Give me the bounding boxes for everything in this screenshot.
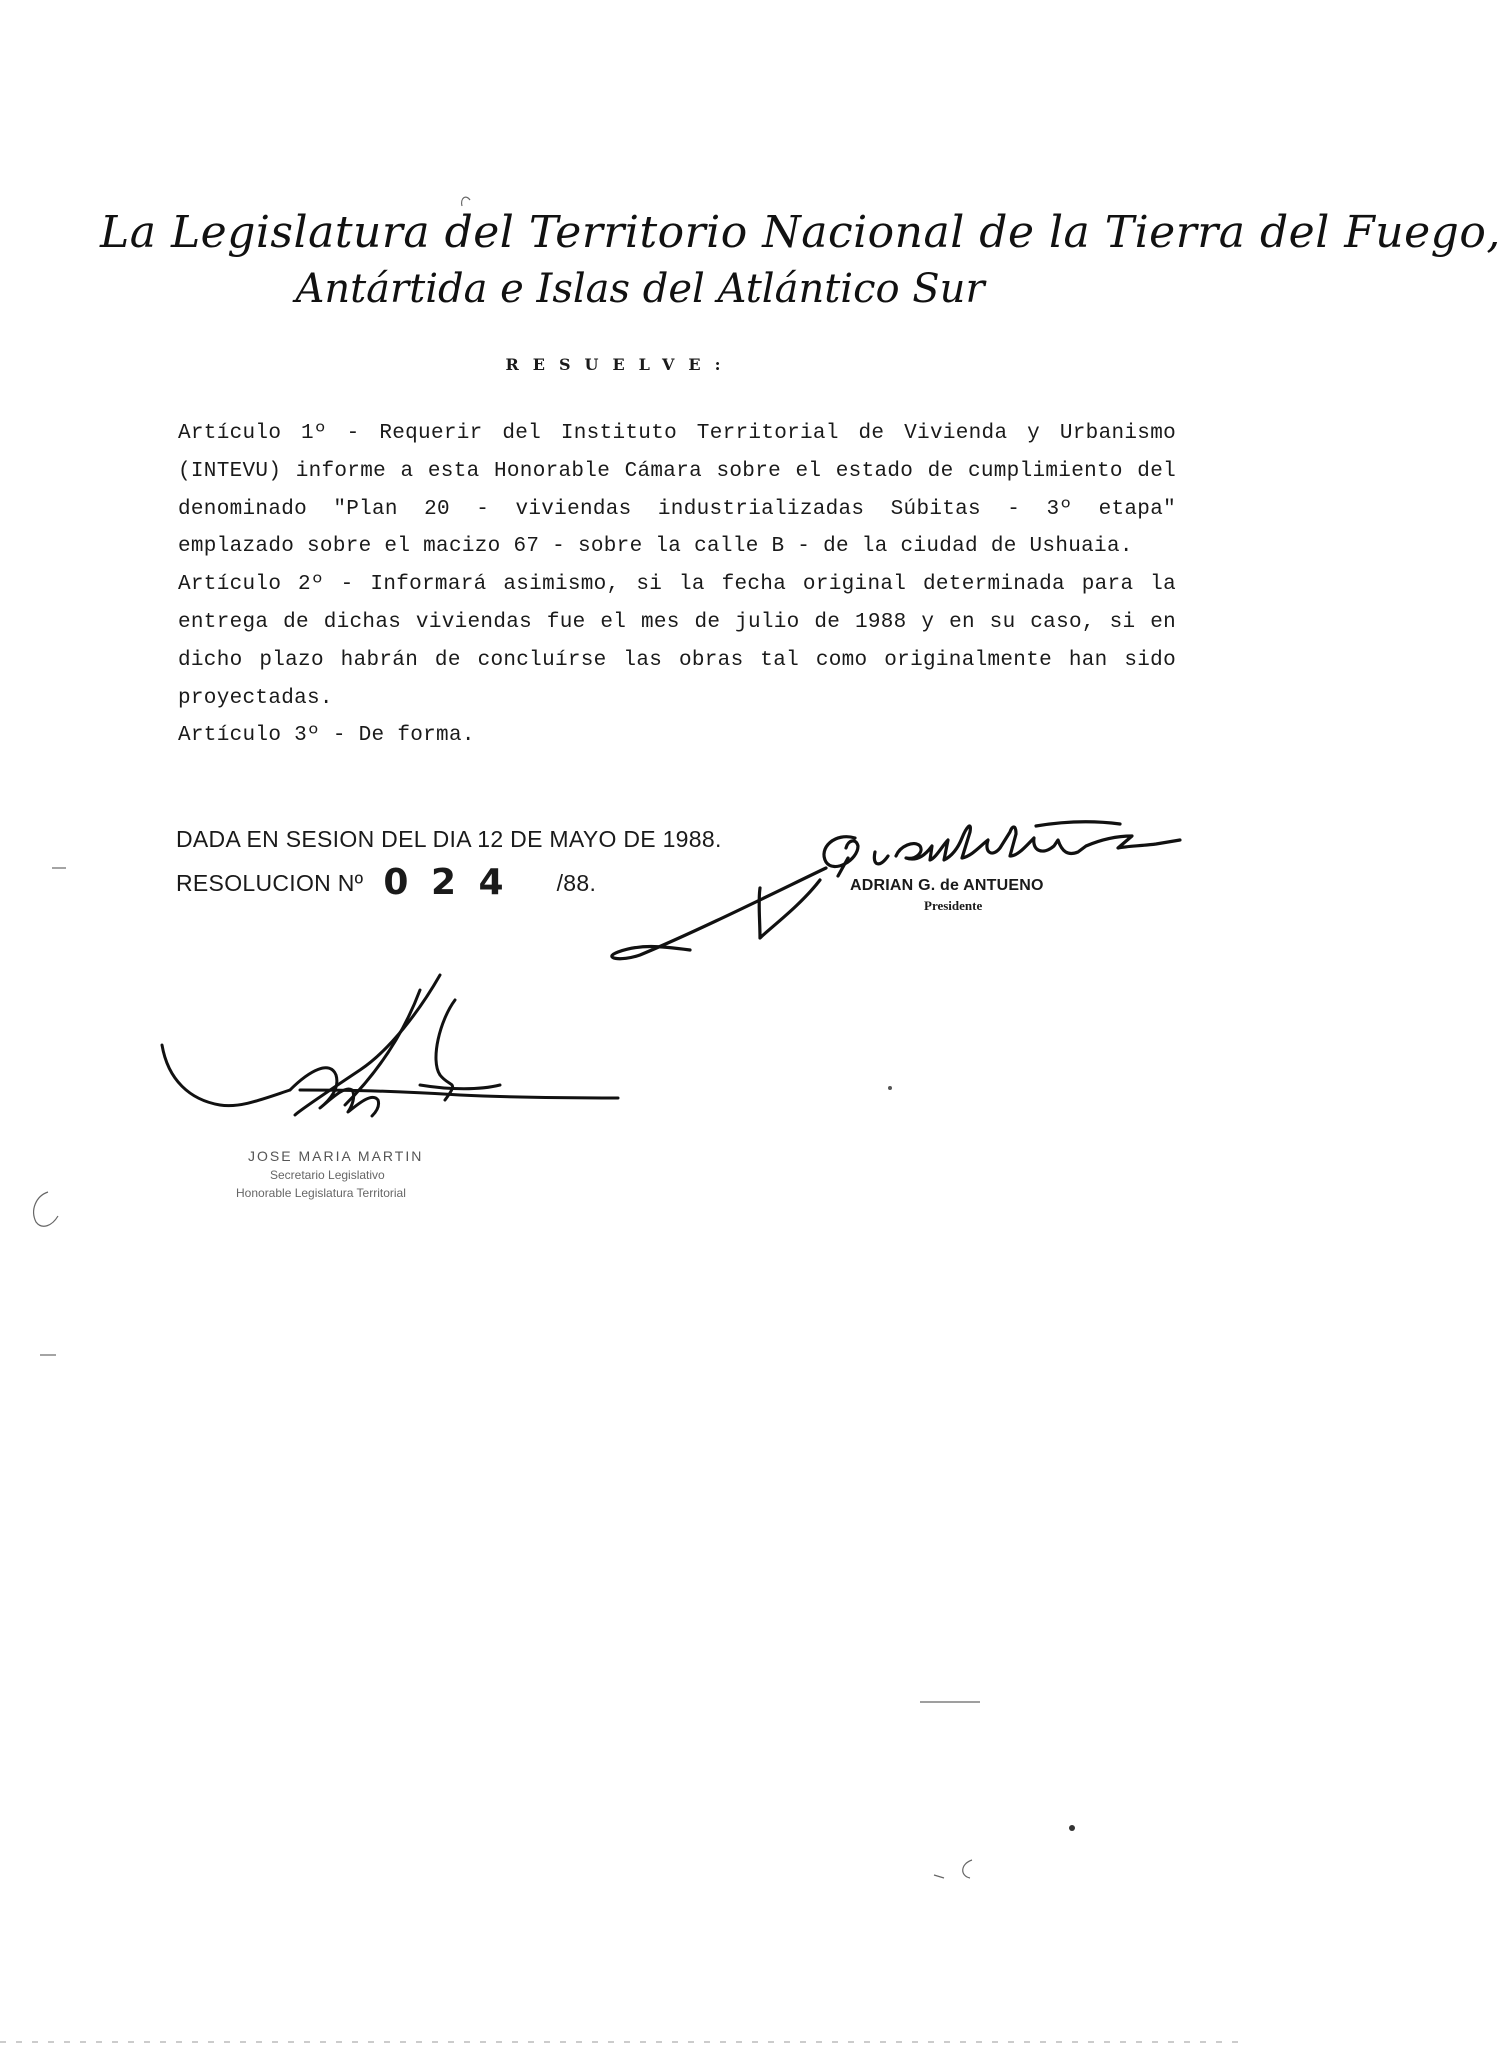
secretary-name: JOSE MARIA MARTIN: [248, 1148, 424, 1164]
secretary-title: Secretario Legislativo: [270, 1168, 385, 1182]
article-1: Artículo 1º - Requerir del Instituto Territorial de Vivienda y Urbanismo (INTEVU) informe a esta Honorable Cámara sobre el estado de cumplimiento del denominado "Plan 20 - viviendas industrializadas Súbitas - 3º etapa" emplazado sobre el macizo 67 - sobre la calle B - de la ciudad de Ushuaia.: [178, 422, 1176, 559]
scan-dot-2: [888, 1086, 892, 1090]
president-name: ADRIAN G. de ANTUENO: [850, 877, 1044, 894]
resolution-label: RESOLUCION Nº: [176, 870, 364, 896]
scan-dot: [1069, 1825, 1075, 1831]
letterhead-line-1: La Legislatura del Territorio Nacional de la Tierra del Fuego,: [100, 207, 1501, 258]
secretary-signature: [162, 975, 618, 1116]
article-2: Artículo 2º - Informará asimismo, si la fecha original determinada para la entrega de dichas viviendas fue el mes de julio de 1988 y en su caso, si en dicho plazo habrán de concluírse las obras tal como originalmente han sido proyectadas.: [178, 573, 1176, 710]
session-date-line: DADA EN SESION DEL DIA 12 DE MAYO DE 1988.: [176, 826, 722, 852]
president-title: Presidente: [924, 898, 983, 913]
resolution-line: [176, 862, 596, 903]
secretary-org: Honorable Legislatura Territorial: [236, 1186, 406, 1200]
resuelve-heading: RESUELVE:: [505, 355, 735, 374]
resolution-year: /88.: [556, 870, 597, 896]
letterhead-line-2: Antártida e Islas del Atlántico Sur: [295, 266, 985, 312]
articles-body: [178, 415, 1176, 755]
letterhead: [100, 205, 1501, 314]
article-3: Artículo 3º - De forma.: [178, 724, 475, 748]
resolution-number: 0 2 4: [383, 862, 509, 903]
